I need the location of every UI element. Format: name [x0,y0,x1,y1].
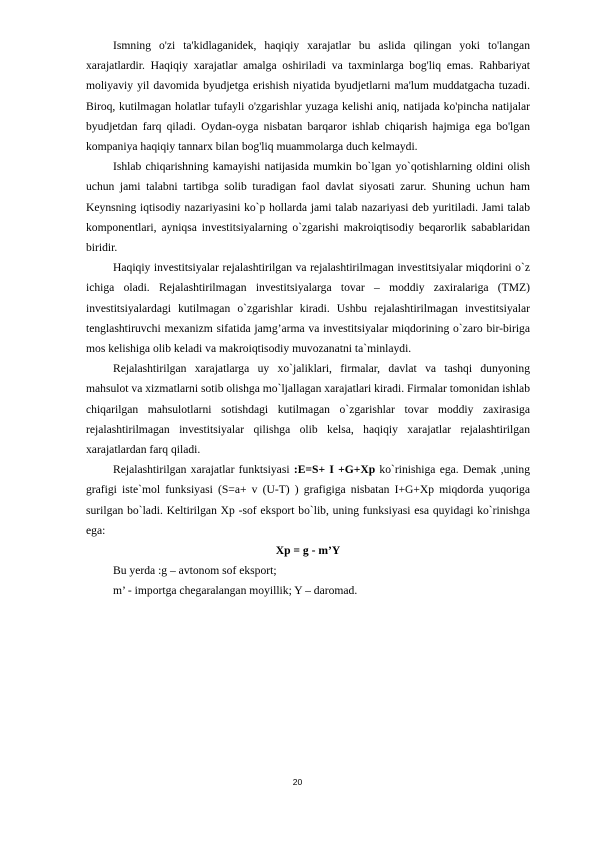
definition-import-propensity: m’ - importga chegaralangan moyillik; Y – daromad. [113,584,358,598]
paragraph-keynes-demand: Ishlab chiqarishning kamayishi natijasida mumkin bo`lgan yo`qotishlarning oldini olish uchun jami talabni tartibga solib turadigan faol davlat siyosati zarur. Shuning uchun ham Keynsning iqtisodiy nazariyasini ko`p hollarda jami talab nazariyasi deb yuritiladi. Jami talab komponentlari, ayniqsa investitsiyalarning o`zgarishi makroiqtisodiy beqarorlik sabablaridan biridir. [86,160,530,255]
expenditure-function-text-end: ko`rinishiga ega. Demak ,uning grafigi iste`mol funksiyasi (S=a+ v (U-T) ) grafigiga nisbatan I+G+Xp miqdorda yuqoriga surilgan bo`ladi. Keltirilgan Xp -sof eksport bo`lib, uning funksiyasi esa quyidagi ko`rinishga ega: [86,463,530,537]
paragraph-actual-investments: Haqiqiy investitsiyalar rejalashtirilgan va rejalashtirilmagan investitsiyalar miqdorini o`z ichiga oladi. Rejalashtirilmagan investitsiyalarga tovar – moddiy zaxiralariga (TMZ) investitsiyalardagi kutilmagan o`zgarishlar kiradi. Ushbu rejalashtirilmagan investitsiyalar tenglashtiruvchi mexanizm sifatida jamg’arma va investitsiyalar miqdorining o`zaro bir-biriga mos kelishiga olib keladi va makroiqtisodiy muvozanatni ta`minlaydi. [86,261,530,356]
definition-autonomous-export: Bu yerda :g – avtonom sof eksport; [113,564,277,578]
net-export-formula: Xp = g - m’Y [275,544,341,558]
expenditure-function-text-start: Rejalashtirilgan xarajatlar funktsiyasi [113,463,294,477]
paragraph-expenditure-function [86,460,530,541]
expenditure-formula: :E=S+ I +G+Xp [293,463,376,477]
paragraph-actual-costs: Ismning o'zi ta'kidlaganidek, haqiqiy xarajatlar bu aslida qilingan yoki to'langan xarajatlardir. Haqiqiy xarajatlar amalga oshiriladi va taxminlarga bog'liq emas. Rahbariyat moliyaviy yil davomida byudjetga erishish niyatida byudjetlarni ma'lum muddatgacha tuzadi. Biroq, kutilmagan holatlar tufayli o'zgarishlar yuzaga kelishi aniq, natijada ko'pincha natijalar byudjetdan farq qiladi. Oydan-oyga nisbatan barqaror ishlab chiqarish hajmiga ega bo'lgan kompaniya haqiqiy tannarx bilan bog'liq muammolarga duch kelmaydi. [86,39,530,154]
paragraph-planned-expenditures: Rejalashtirilgan xarajatlarga uy xo`jaliklari, firmalar, davlat va tashqi dunyoning mahsulot va xizmatlarni sotib olishga mo`ljallagan xarajatlari kiradi. Firmalar tomonidan ishlab chiqarilgan mahsulotlarni sotishdagi kutilmagan o`zgarishlar tovar moddiy zaxirasiga rejalashtirilmagan investitsiyalar qilishga olib kelsa, haqiqiy xarajatlar rejalashtirilgan xarajatlardan farq qiladi. [86,362,530,457]
document-page [86,36,530,602]
page-number: 20 [292,777,303,787]
